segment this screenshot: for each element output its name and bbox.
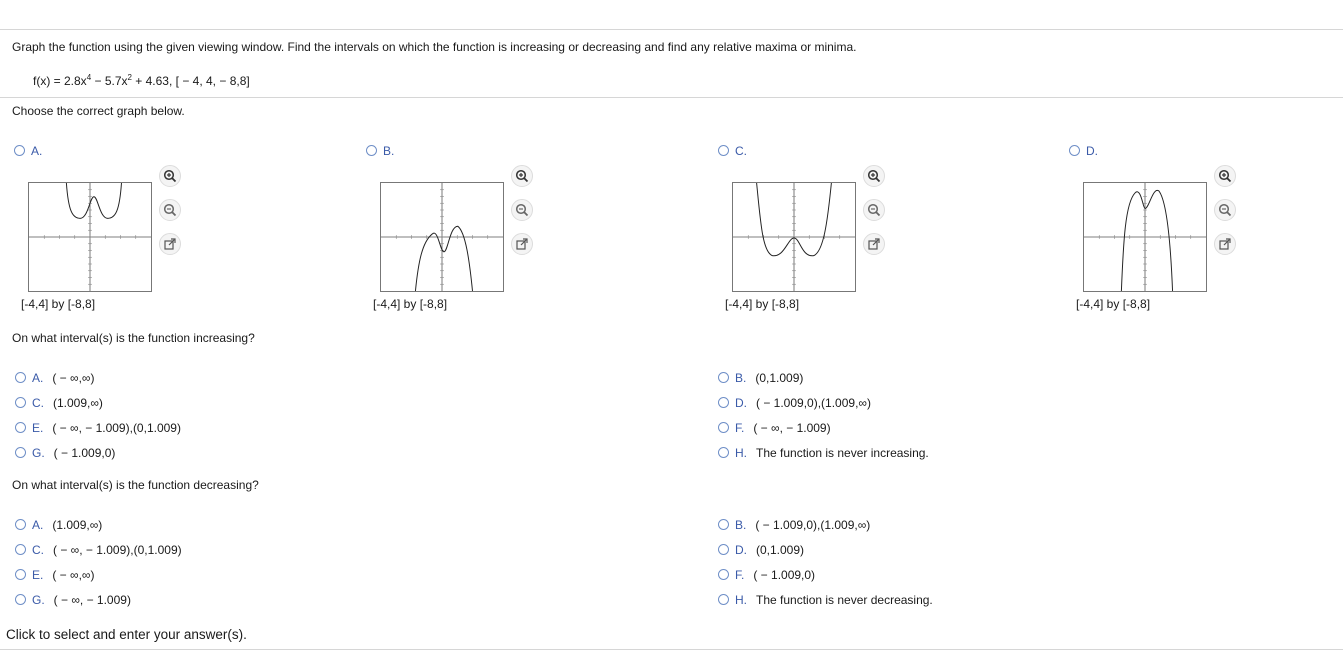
open-new-window-button[interactable] [511, 233, 533, 255]
option-letter: D. [1086, 144, 1098, 158]
radio-button[interactable] [14, 145, 25, 156]
decreasing-option-c[interactable] [15, 543, 182, 557]
graph-option-c[interactable] [718, 144, 747, 158]
option-letter: B. [735, 518, 747, 532]
option-letter: A. [31, 144, 43, 158]
option-text: (0,1.009) [756, 543, 805, 557]
option-letter: C. [735, 144, 747, 158]
option-text: ( − 1.009,0),(1.009,∞) [755, 518, 871, 532]
option-text: The function is never increasing. [756, 446, 929, 460]
function-expression [33, 73, 250, 88]
function-prefix: f(x) = 2.8x [33, 74, 87, 88]
zoom-out-button[interactable] [1214, 199, 1236, 221]
option-letter: G. [32, 446, 45, 460]
viewing-window-label: [-4,4] by [-8,8] [1076, 297, 1151, 311]
open-new-window-button[interactable] [159, 233, 181, 255]
radio-button[interactable] [15, 569, 26, 580]
radio-button[interactable] [15, 397, 26, 408]
exponent-4: 4 [86, 73, 92, 82]
option-text: ( − ∞, − 1.009),(0,1.009) [52, 421, 181, 435]
decreasing-option-e[interactable] [15, 568, 94, 582]
function-curve [1121, 190, 1172, 291]
radio-button[interactable] [15, 594, 26, 605]
function-mid: − 5.7x [91, 74, 128, 88]
option-letter: D. [735, 543, 747, 557]
increasing-prompt: On what interval(s) is the function increasing? [12, 331, 255, 345]
radio-button[interactable] [718, 519, 729, 530]
function-curve [66, 183, 121, 218]
option-text: (0,1.009) [755, 371, 804, 385]
bottom-divider [0, 649, 1343, 650]
option-letter: D. [735, 396, 747, 410]
exponent-2: 2 [127, 73, 132, 82]
option-letter: G. [32, 593, 45, 607]
increasing-option-b[interactable] [718, 371, 803, 385]
option-text: ( − ∞,∞) [52, 371, 95, 385]
option-letter: C. [32, 396, 44, 410]
option-letter: A. [32, 518, 44, 532]
option-letter: E. [32, 568, 44, 582]
increasing-option-c[interactable] [15, 396, 103, 410]
zoom-out-button[interactable] [159, 199, 181, 221]
option-text: ( − 1.009,0) [753, 568, 816, 582]
radio-button[interactable] [1069, 145, 1080, 156]
option-letter: B. [735, 371, 747, 385]
graph-option-a[interactable] [14, 144, 42, 158]
viewing-window-label: [-4,4] by [-8,8] [725, 297, 800, 311]
radio-button[interactable] [718, 447, 729, 458]
radio-button[interactable] [718, 544, 729, 555]
option-letter: F. [735, 568, 745, 582]
decreasing-option-f[interactable] [718, 568, 815, 582]
increasing-option-a[interactable] [15, 371, 94, 385]
zoom-in-button[interactable] [1214, 165, 1236, 187]
open-new-window-button[interactable] [1214, 233, 1236, 255]
question-instruction: Graph the function using the given viewing window. Find the intervals on which the function is increasing or decreasing and find any relative maxima or minima. [12, 40, 857, 54]
option-text: (1.009,∞) [52, 518, 103, 532]
option-letter: C. [32, 543, 44, 557]
function-suffix: + 4.63, [ − 4, 4, − 8,8] [131, 74, 250, 88]
decreasing-option-g[interactable] [15, 593, 131, 607]
function-curve [415, 226, 472, 291]
graph-b[interactable] [380, 182, 504, 292]
option-letter: F. [735, 421, 745, 435]
zoom-in-button[interactable] [511, 165, 533, 187]
graph-d[interactable] [1083, 182, 1207, 292]
increasing-option-h[interactable] [718, 446, 929, 460]
graph-a[interactable] [28, 182, 152, 292]
option-text: ( − ∞, − 1.009) [753, 421, 831, 435]
decreasing-option-d[interactable] [718, 543, 804, 557]
footer-hint: Click to select and enter your answer(s). [6, 627, 247, 642]
graph-option-d[interactable] [1069, 144, 1098, 158]
radio-button[interactable] [15, 544, 26, 555]
radio-button[interactable] [718, 569, 729, 580]
decreasing-option-b[interactable] [718, 518, 870, 532]
radio-button[interactable] [718, 422, 729, 433]
radio-button[interactable] [15, 447, 26, 458]
radio-button[interactable] [718, 145, 729, 156]
option-text: The function is never decreasing. [756, 593, 933, 607]
radio-button[interactable] [15, 372, 26, 383]
option-text: (1.009,∞) [53, 396, 103, 410]
decreasing-prompt: On what interval(s) is the function decreasing? [12, 478, 259, 492]
increasing-option-g[interactable] [15, 446, 115, 460]
radio-button[interactable] [718, 372, 729, 383]
graph-option-b[interactable] [366, 144, 394, 158]
option-letter: E. [32, 421, 44, 435]
question-divider [0, 97, 1343, 98]
option-letter: A. [32, 371, 44, 385]
option-text: ( − ∞, − 1.009) [53, 593, 131, 607]
option-letter: H. [735, 593, 747, 607]
increasing-option-f[interactable] [718, 421, 831, 435]
option-text: ( − 1.009,0) [53, 446, 116, 460]
option-text: ( − ∞, − 1.009),(0,1.009) [53, 543, 182, 557]
increasing-option-e[interactable] [15, 421, 181, 435]
radio-button[interactable] [718, 594, 729, 605]
radio-button[interactable] [15, 519, 26, 530]
option-letter: H. [735, 446, 747, 460]
zoom-out-button[interactable] [511, 199, 533, 221]
zoom-in-button[interactable] [863, 165, 885, 187]
zoom-in-button[interactable] [159, 165, 181, 187]
decreasing-option-a[interactable] [15, 518, 102, 532]
radio-button[interactable] [718, 397, 729, 408]
radio-button[interactable] [366, 145, 377, 156]
option-text: ( − 1.009,0),(1.009,∞) [756, 396, 871, 410]
open-new-window-button[interactable] [863, 233, 885, 255]
decreasing-option-h[interactable] [718, 593, 933, 607]
zoom-out-button[interactable] [863, 199, 885, 221]
graph-prompt: Choose the correct graph below. [12, 104, 185, 118]
option-text: ( − ∞,∞) [52, 568, 95, 582]
graph-c[interactable] [732, 182, 856, 292]
increasing-option-d[interactable] [718, 396, 871, 410]
viewing-window-label: [-4,4] by [-8,8] [373, 297, 448, 311]
option-letter: B. [383, 144, 395, 158]
viewing-window-label: [-4,4] by [-8,8] [21, 297, 96, 311]
top-divider [0, 29, 1343, 30]
radio-button[interactable] [15, 422, 26, 433]
